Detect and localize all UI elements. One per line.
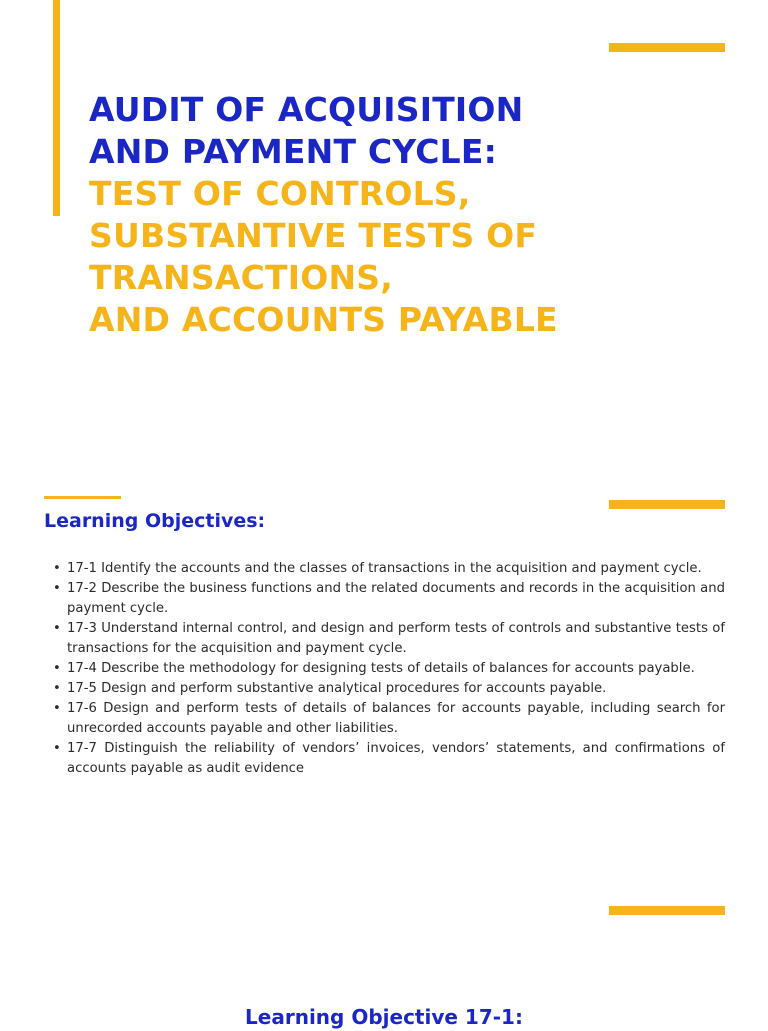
learning-objectives-list bbox=[50, 559, 725, 779]
accent-vertical-bar bbox=[53, 0, 60, 216]
next-section-heading: Learning Objective 17-1: bbox=[245, 1005, 523, 1029]
list-item: • 17-3 Understand internal control, and design and perform tests of controls and substantive tests of transactions for the acquisition and payment cycle. bbox=[50, 619, 725, 659]
title-line: AND PAYMENT CYCLE: bbox=[89, 132, 497, 171]
list-item: • 17-2 Describe the business functions and the related documents and records in the acquisition and payment cycle. bbox=[50, 579, 725, 619]
document-title bbox=[89, 89, 523, 173]
subtitle-line: TEST OF CONTROLS, bbox=[89, 174, 471, 213]
document-subtitle bbox=[89, 173, 558, 341]
list-item: • 17-7 Distinguish the reliability of vendors’ invoices, vendors’ statements, and confirmations of accounts payable as audit evidence bbox=[50, 739, 725, 779]
accent-bar-top bbox=[609, 43, 725, 52]
list-item: • 17-4 Describe the methodology for designing tests of details of balances for accounts payable. bbox=[50, 659, 725, 679]
accent-bar-bottom bbox=[609, 906, 725, 915]
accent-bar-middle bbox=[609, 500, 725, 509]
list-item: • 17-5 Design and perform substantive analytical procedures for accounts payable. bbox=[50, 679, 725, 699]
accent-underline bbox=[44, 496, 121, 499]
list-item: • 17-1 Identify the accounts and the classes of transactions in the acquisition and payment cycle. bbox=[50, 559, 725, 579]
learning-objectives-heading: Learning Objectives: bbox=[44, 510, 266, 532]
subtitle-line: AND ACCOUNTS PAYABLE bbox=[89, 300, 558, 339]
subtitle-line: TRANSACTIONS, bbox=[89, 258, 393, 297]
subtitle-line: SUBSTANTIVE TESTS OF bbox=[89, 216, 538, 255]
list-item: • 17-6 Design and perform tests of details of balances for accounts payable, including search for unrecorded accounts payable and other liabilities. bbox=[50, 699, 725, 739]
title-line: AUDIT OF ACQUISITION bbox=[89, 90, 524, 129]
